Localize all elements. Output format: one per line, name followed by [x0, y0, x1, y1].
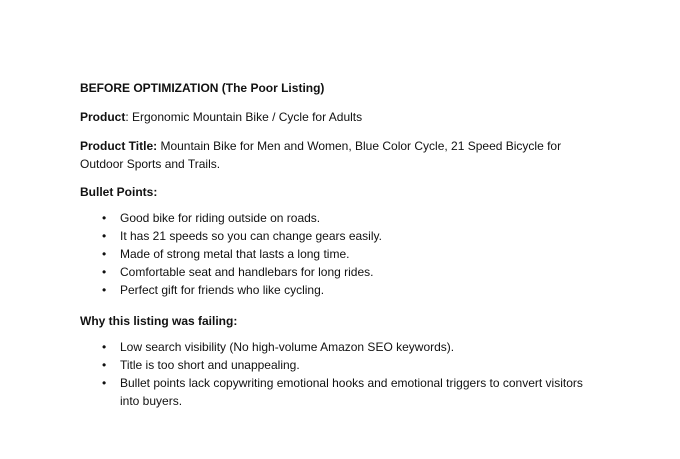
bullet-icon: • [102, 376, 107, 390]
product-label: Product [80, 110, 126, 124]
bullet-icon: • [102, 265, 107, 279]
failing-reasons-list [80, 338, 600, 410]
list-item [80, 263, 600, 281]
product-value: : Ergonomic Mountain Bike / Cycle for Adults [125, 110, 363, 124]
list-item [80, 338, 600, 356]
list-item [80, 209, 600, 227]
list-item-text: Made of strong metal that lasts a long time. [120, 247, 350, 261]
list-item [80, 356, 600, 374]
list-item-text: Title is too short and unappealing. [120, 358, 300, 372]
product-line [80, 108, 600, 126]
bullet-icon: • [102, 211, 107, 225]
list-item-text: It has 21 speeds so you can change gears easily. [120, 229, 382, 243]
bullet-points-list [80, 209, 600, 299]
product-title-line [80, 137, 600, 173]
list-item-text: Good bike for riding outside on roads. [120, 211, 321, 225]
bullet-icon: • [102, 247, 107, 261]
bullet-icon: • [102, 358, 107, 372]
list-item [80, 245, 600, 263]
list-item [80, 227, 600, 245]
bullet-icon: • [102, 340, 107, 354]
bullet-points-heading: Bullet Points: [80, 185, 158, 199]
list-item [80, 281, 600, 299]
bullet-icon: • [102, 229, 107, 243]
list-item-text: Comfortable seat and handlebars for long rides. [120, 265, 374, 279]
list-item-text: Low search visibility (No high-volume Amazon SEO keywords). [120, 340, 455, 354]
bullet-icon: • [102, 283, 107, 297]
list-item [80, 374, 600, 410]
list-item-text: Perfect gift for friends who like cycling. [120, 283, 325, 297]
product-title-label: Product Title: [80, 139, 158, 153]
product-title-value: Mountain Bike for Men and Women, Blue Color Cycle, 21 Speed Bicycle for Outdoor Sports and Trails. [80, 139, 562, 171]
main-heading: BEFORE OPTIMIZATION (The Poor Listing) [80, 81, 325, 95]
failing-reasons-heading: Why this listing was failing: [80, 314, 238, 328]
list-item-text: Bullet points lack copywriting emotional hooks and emotional triggers to convert visitors into buyers. [120, 376, 583, 408]
